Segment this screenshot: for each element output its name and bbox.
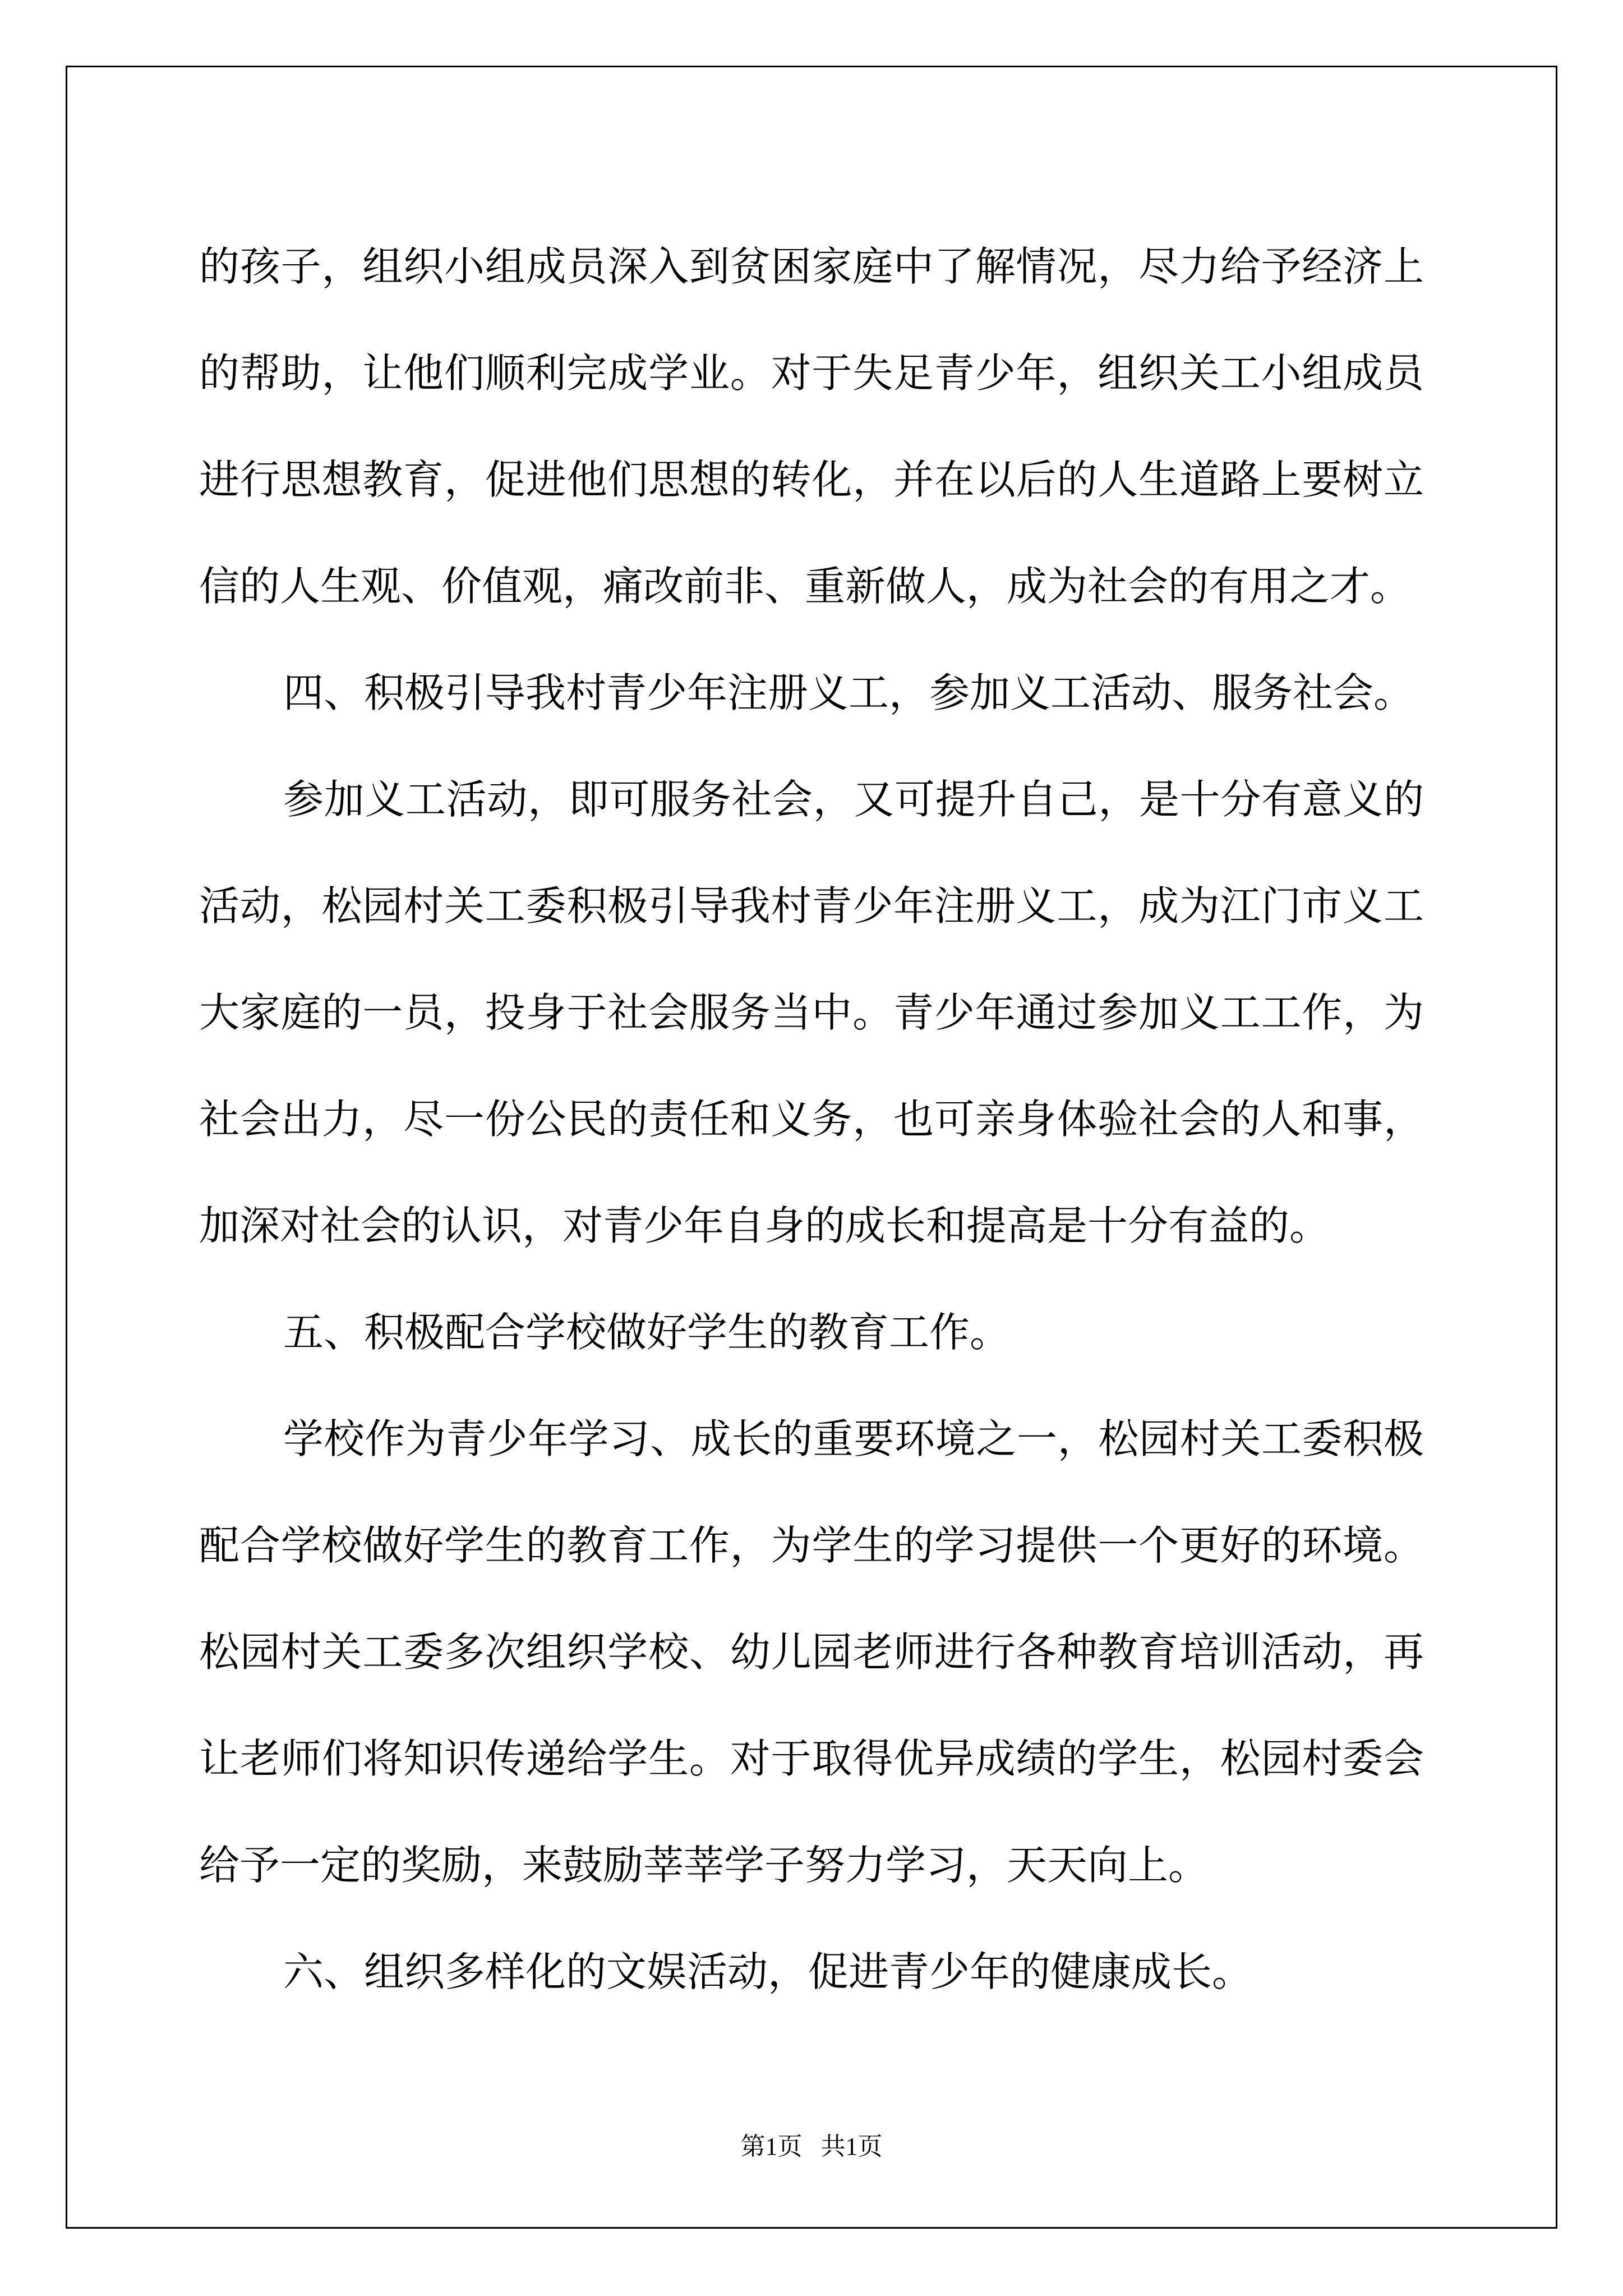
document-body xyxy=(199,213,1424,2025)
paragraph-continuation: 的孩子，组织小组成员深入到贫困家庭中了解情况，尽力给予经济上的帮助，让他们顺利完成学业。对于失足青少年，组织关工小组成员进行思想教育，促进他们思想的转化，并在以后的人生道路上要树立信的人生观、价值观，痛改前非、重新做人，成为社会的有用之才。 xyxy=(199,243,1424,610)
section-heading-six: 六、组织多样化的文娱活动，促进青少年的健康成长。 xyxy=(283,1948,1253,1995)
paragraph-school: 学校作为青少年学习、成长的重要环境之一，松园村关工委积极配合学校做好学生的教育工作，为学生的学习提供一个更好的环境。松园村关工委多次组织学校、幼儿园老师进行各种教育培训活动，再让老师们将知识传递给学生。对于取得优异成绩的学生，松园村委会给予一定的奖励，来鼓励莘莘学子努力学习，天天向上。 xyxy=(199,1415,1424,1889)
paragraph-volunteer: 参加义工活动，即可服务社会，又可提升自己，是十分有意义的活动，松园村关工委积极引导我村青少年注册义工，成为江门市义工大家庭的一员，投身于社会服务当中。青少年通过参加义工工作，为社会出力，尽一份公民的责任和义务，也可亲身体验社会的人和事，加深对社会的认识，对青少年自身的成长和提高是十分有益的。 xyxy=(199,776,1424,1249)
page-number-footer: 第1页 共1页 xyxy=(740,2133,883,2160)
section-heading-four: 四、积极引导我村青少年注册义工，参加义工活动、服务社会。 xyxy=(283,669,1414,716)
section-heading-five: 五、积极配合学校做好学生的教育工作。 xyxy=(283,1309,1011,1356)
